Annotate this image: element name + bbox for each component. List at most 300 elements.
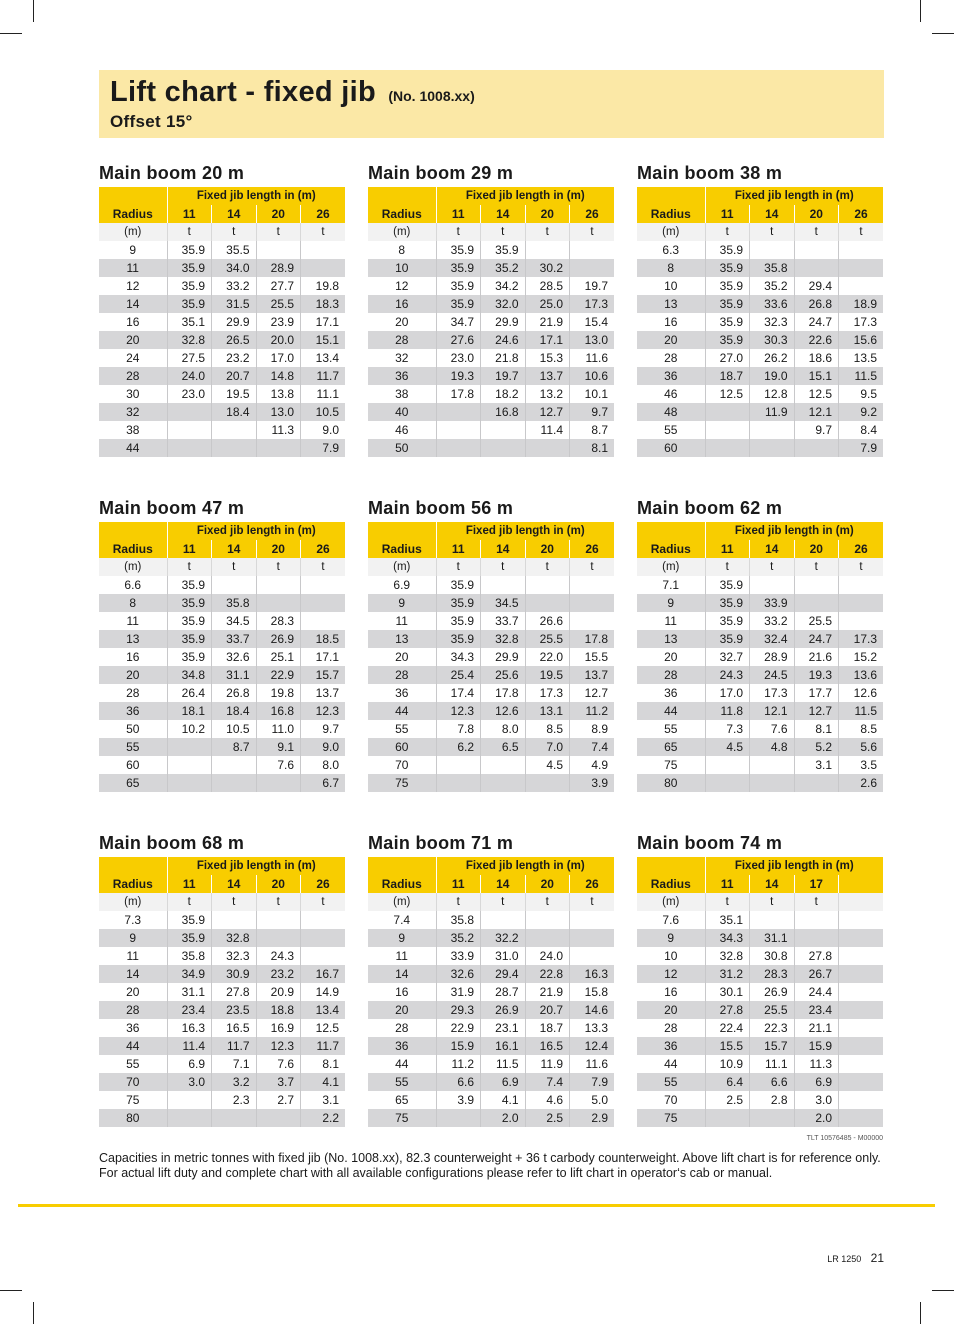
jib-length-column-header: 20: [525, 205, 570, 223]
value-unit: t: [705, 558, 750, 576]
capacity-cell: 15.1: [301, 331, 346, 349]
capacity-cell: 4.8: [750, 738, 795, 756]
capacity-cell: 27.7: [256, 277, 301, 295]
capacity-cell: 17.1: [301, 648, 346, 666]
table-row: [99, 421, 345, 439]
capacity-cell: [301, 929, 346, 947]
capacity-cell: 25.5: [794, 612, 839, 630]
radius-cell: 80: [637, 774, 705, 792]
jib-length-column-header: 11: [167, 875, 212, 893]
table-row: [99, 277, 345, 295]
capacity-cell: 15.7: [750, 1037, 795, 1055]
capacity-cell: [750, 439, 795, 457]
radius-cell: 10: [637, 277, 705, 295]
chart-title: Main boom 56 m: [368, 498, 514, 518]
capacity-cell: 8.0: [301, 756, 346, 774]
capacity-cell: 28.5: [525, 277, 570, 295]
capacity-cell: 16.3: [167, 1019, 212, 1037]
capacity-cell: 35.2: [436, 929, 481, 947]
capacity-cell: [839, 1073, 884, 1091]
capacity-cell: 2.3: [212, 1091, 257, 1109]
table-header-row: [99, 875, 345, 893]
capacity-cell: 31.0: [481, 947, 526, 965]
table-row: [99, 965, 345, 983]
units-row: [368, 558, 614, 576]
capacity-cell: 19.5: [525, 666, 570, 684]
table-row: [637, 648, 883, 666]
table-row: [637, 313, 883, 331]
capacity-cell: [839, 612, 884, 630]
jib-length-column-header: 11: [167, 205, 212, 223]
jib-length-column-header: 14: [212, 875, 257, 893]
radius-cell: 20: [99, 983, 167, 1001]
value-unit: t: [750, 558, 795, 576]
capacity-cell: 21.9: [525, 983, 570, 1001]
capacity-cell: 23.4: [794, 1001, 839, 1019]
jib-length-column-header: 20: [525, 875, 570, 893]
capacity-cell: 3.7: [256, 1073, 301, 1091]
capacity-cell: [750, 756, 795, 774]
units-row: [368, 893, 614, 911]
jib-length-column-header: 11: [436, 540, 481, 558]
radius-cell: 20: [368, 313, 436, 331]
radius-cell: 36: [637, 1037, 705, 1055]
capacity-cell: 3.0: [167, 1073, 212, 1091]
capacity-cell: 16.8: [481, 403, 526, 421]
capacity-cell: 17.0: [705, 684, 750, 702]
capacity-cell: [839, 576, 884, 594]
table-row: [637, 612, 883, 630]
radius-cell: 60: [637, 439, 705, 457]
jib-length-column-header: 26: [570, 540, 615, 558]
capacity-cell: 29.9: [481, 313, 526, 331]
jib-length-header: Fixed jib length in (m): [167, 187, 345, 205]
capacity-cell: [750, 911, 795, 929]
radius-cell: 36: [637, 684, 705, 702]
radius-cell: 50: [368, 439, 436, 457]
radius-cell: 6.6: [99, 576, 167, 594]
jib-length-header: Fixed jib length in (m): [167, 857, 345, 875]
capacity-cell: 17.1: [301, 313, 346, 331]
capacity-cell: 18.5: [301, 630, 346, 648]
radius-cell: 70: [637, 1091, 705, 1109]
lift-chart-block: [637, 163, 883, 457]
radius-cell: 13: [637, 630, 705, 648]
capacity-cell: 8.4: [839, 421, 884, 439]
capacity-cell: [570, 594, 615, 612]
capacity-cell: 9.7: [794, 421, 839, 439]
capacity-cell: 12.6: [481, 702, 526, 720]
radius-cell: 36: [368, 684, 436, 702]
capacity-cell: 28.7: [481, 983, 526, 1001]
table-row: [637, 576, 883, 594]
capacity-cell: 35.9: [436, 259, 481, 277]
capacity-cell: 12.6: [839, 684, 884, 702]
capacity-cell: 12.7: [794, 702, 839, 720]
capacity-cell: [794, 929, 839, 947]
table-row: [99, 648, 345, 666]
radius-cell: 44: [637, 1055, 705, 1073]
capacity-cell: 34.5: [212, 612, 257, 630]
capacity-cell: 11.4: [167, 1037, 212, 1055]
capacity-cell: 10.2: [167, 720, 212, 738]
capacity-cell: [212, 756, 257, 774]
header-spacer: [637, 522, 705, 540]
table-row: [99, 259, 345, 277]
radius-cell: 20: [637, 648, 705, 666]
capacity-cell: [167, 774, 212, 792]
capacity-cell: 6.2: [436, 738, 481, 756]
table-row: [368, 349, 614, 367]
page-footer: [827, 1251, 884, 1265]
capacity-cell: [481, 576, 526, 594]
radius-unit: (m): [368, 223, 436, 241]
radius-unit: (m): [637, 893, 705, 911]
capacity-cell: [570, 947, 615, 965]
table-row: [99, 1001, 345, 1019]
capacity-cell: 11.7: [301, 1037, 346, 1055]
capacity-cell: [570, 929, 615, 947]
value-unit: t: [705, 893, 750, 911]
capacity-cell: 10.1: [570, 385, 615, 403]
radius-cell: 7.4: [368, 911, 436, 929]
capacity-cell: 35.9: [705, 313, 750, 331]
table-row: [99, 1019, 345, 1037]
radius-cell: 28: [637, 1019, 705, 1037]
capacity-cell: 19.8: [256, 684, 301, 702]
capacity-cell: [256, 576, 301, 594]
table-row: [637, 738, 883, 756]
capacity-cell: 26.6: [525, 612, 570, 630]
capacity-cell: [794, 594, 839, 612]
jib-length-column-header: 26: [570, 875, 615, 893]
capacity-cell: 22.9: [256, 666, 301, 684]
table-row: [99, 911, 345, 929]
capacity-cell: [839, 1055, 884, 1073]
jib-length-column-header: 20: [794, 205, 839, 223]
capacity-cell: 20.9: [256, 983, 301, 1001]
capacity-cell: [481, 421, 526, 439]
radius-header: Radius: [99, 205, 167, 223]
capacity-cell: [212, 576, 257, 594]
capacity-cell: 11.9: [750, 403, 795, 421]
capacity-cell: 24.0: [525, 947, 570, 965]
table-row: [99, 1109, 345, 1127]
radius-unit: (m): [637, 558, 705, 576]
table-row: [99, 720, 345, 738]
header-spacer: [99, 522, 167, 540]
capacity-cell: 9.0: [301, 421, 346, 439]
table-row: [368, 720, 614, 738]
capacity-cell: [750, 241, 795, 259]
table-row: [637, 439, 883, 457]
radius-cell: 75: [368, 1109, 436, 1127]
capacity-cell: [167, 756, 212, 774]
capacity-cell: 28.9: [750, 648, 795, 666]
page-subtitle: Offset 15°: [110, 112, 193, 131]
radius-cell: 12: [637, 965, 705, 983]
capacity-cell: 32.7: [705, 648, 750, 666]
capacity-cell: 23.4: [167, 1001, 212, 1019]
capacity-cell: 35.9: [167, 594, 212, 612]
capacity-cell: 17.3: [839, 630, 884, 648]
capacity-cell: 22.3: [750, 1019, 795, 1037]
capacity-cell: 34.7: [436, 313, 481, 331]
table-row: [637, 702, 883, 720]
table-row: [368, 929, 614, 947]
capacity-cell: [794, 911, 839, 929]
capacity-cell: 17.8: [570, 630, 615, 648]
capacity-cell: 15.5: [705, 1037, 750, 1055]
capacity-cell: 12.5: [705, 385, 750, 403]
page-title: [110, 76, 475, 109]
capacity-cell: [301, 241, 346, 259]
capacity-cell: 32.3: [212, 947, 257, 965]
radius-cell: 55: [368, 1073, 436, 1091]
page-title-text: Lift chart - fixed jib: [110, 76, 376, 108]
capacity-cell: [167, 439, 212, 457]
chart-title: Main boom 38 m: [637, 163, 783, 183]
capacity-cell: 12.3: [436, 702, 481, 720]
jib-length-header: Fixed jib length in (m): [436, 857, 614, 875]
capacity-cell: 28.3: [256, 612, 301, 630]
lift-chart-block: [99, 833, 345, 1127]
capacity-cell: 17.7: [794, 684, 839, 702]
value-unit: t: [212, 223, 257, 241]
table-row: [99, 241, 345, 259]
radius-cell: 75: [368, 774, 436, 792]
capacity-cell: 28.3: [750, 965, 795, 983]
jib-length-header: Fixed jib length in (m): [705, 522, 883, 540]
value-unit: t: [750, 223, 795, 241]
capacity-cell: 33.6: [750, 295, 795, 313]
radius-cell: 28: [368, 1019, 436, 1037]
capacity-cell: 2.7: [256, 1091, 301, 1109]
capacity-cell: 13.0: [256, 403, 301, 421]
capacity-cell: 13.7: [570, 666, 615, 684]
value-unit: t: [436, 558, 481, 576]
table-row: [637, 947, 883, 965]
capacity-cell: 35.2: [750, 277, 795, 295]
capacity-cell: [301, 594, 346, 612]
capacity-cell: [705, 439, 750, 457]
table-row: [99, 385, 345, 403]
capacity-cell: [794, 439, 839, 457]
capacity-cell: 22.0: [525, 648, 570, 666]
capacity-cell: 13.2: [525, 385, 570, 403]
capacity-cell: 2.9: [570, 1109, 615, 1127]
jib-length-column-header: 26: [301, 540, 346, 558]
capacity-cell: [570, 911, 615, 929]
capacity-cell: 17.3: [750, 684, 795, 702]
radius-cell: 38: [368, 385, 436, 403]
jib-length-header: Fixed jib length in (m): [436, 187, 614, 205]
value-unit: t: [525, 893, 570, 911]
capacity-cell: 23.5: [212, 1001, 257, 1019]
jib-length-column-header: 11: [436, 205, 481, 223]
crop-mark: [0, 1290, 22, 1291]
table-row: [99, 612, 345, 630]
capacity-cell: [839, 947, 884, 965]
capacity-cell: [256, 774, 301, 792]
capacity-cell: 16.5: [212, 1019, 257, 1037]
jib-length-column-header: 17: [794, 875, 839, 893]
radius-cell: 36: [368, 1037, 436, 1055]
table-row: [99, 349, 345, 367]
capacity-cell: 19.0: [750, 367, 795, 385]
crop-mark: [920, 1302, 921, 1324]
table-row: [99, 1037, 345, 1055]
table-row: [637, 1037, 883, 1055]
capacity-cell: [167, 421, 212, 439]
jib-length-header: Fixed jib length in (m): [436, 522, 614, 540]
radius-cell: 46: [637, 385, 705, 403]
capacity-cell: 32.8: [481, 630, 526, 648]
capacity-cell: 31.9: [436, 983, 481, 1001]
capacity-cell: 20.0: [256, 331, 301, 349]
radius-cell: 9: [637, 594, 705, 612]
value-unit: t: [212, 558, 257, 576]
chart-title: Main boom 68 m: [99, 833, 245, 853]
capacity-cell: 30.2: [525, 259, 570, 277]
table-header-row: [368, 540, 614, 558]
value-unit: t: [167, 893, 212, 911]
chart-title: Main boom 74 m: [637, 833, 783, 853]
table-row: [99, 983, 345, 1001]
capacity-cell: 35.5: [212, 241, 257, 259]
capacity-cell: [839, 929, 884, 947]
capacity-cell: 35.9: [167, 648, 212, 666]
capacity-cell: 35.9: [167, 277, 212, 295]
capacity-cell: [794, 576, 839, 594]
capacity-cell: 11.7: [301, 367, 346, 385]
value-unit: t: [525, 223, 570, 241]
capacity-cell: 30.3: [750, 331, 795, 349]
table-row: [368, 774, 614, 792]
table-row: [637, 331, 883, 349]
capacity-cell: 17.1: [525, 331, 570, 349]
capacity-cell: 35.9: [436, 241, 481, 259]
table-row: [99, 403, 345, 421]
capacity-cell: 24.0: [167, 367, 212, 385]
radius-cell: 20: [637, 1001, 705, 1019]
capacity-cell: 7.1: [212, 1055, 257, 1073]
capacity-cell: 35.9: [705, 594, 750, 612]
capacity-cell: 13.8: [256, 385, 301, 403]
capacity-cell: 35.8: [212, 594, 257, 612]
radius-cell: 75: [99, 1091, 167, 1109]
table-row: [368, 385, 614, 403]
table-header-row: [637, 522, 883, 540]
capacity-cell: 15.7: [301, 666, 346, 684]
capacity-cell: [481, 439, 526, 457]
radius-cell: 20: [99, 666, 167, 684]
capacity-cell: 23.0: [167, 385, 212, 403]
capacity-cell: 17.0: [256, 349, 301, 367]
lift-chart-table: [637, 857, 883, 1127]
capacity-cell: 35.9: [705, 277, 750, 295]
table-row: [99, 666, 345, 684]
capacity-cell: [794, 259, 839, 277]
table-row: [99, 630, 345, 648]
capacity-cell: 26.9: [750, 983, 795, 1001]
capacity-cell: 8.7: [570, 421, 615, 439]
table-row: [99, 684, 345, 702]
capacity-cell: 35.1: [705, 911, 750, 929]
table-row: [637, 1055, 883, 1073]
capacity-cell: 34.5: [481, 594, 526, 612]
radius-cell: 8: [99, 594, 167, 612]
table-row: [368, 331, 614, 349]
table-row: [99, 1091, 345, 1109]
capacity-cell: [839, 1001, 884, 1019]
capacity-cell: 27.6: [436, 331, 481, 349]
radius-cell: 55: [99, 738, 167, 756]
value-unit: t: [481, 893, 526, 911]
capacity-cell: 3.5: [839, 756, 884, 774]
radius-cell: 65: [637, 738, 705, 756]
table-header-row: [368, 875, 614, 893]
capacity-cell: 26.7: [794, 965, 839, 983]
radius-cell: 14: [368, 965, 436, 983]
capacity-cell: 27.0: [705, 349, 750, 367]
jib-length-column-header: 20: [256, 875, 301, 893]
radius-cell: 14: [99, 295, 167, 313]
capacity-cell: 3.1: [794, 756, 839, 774]
capacity-cell: [750, 576, 795, 594]
capacity-cell: 12.5: [794, 385, 839, 403]
table-row: [99, 738, 345, 756]
jib-length-column-header: 26: [839, 205, 884, 223]
capacity-cell: 13.7: [301, 684, 346, 702]
table-header-row: [99, 857, 345, 875]
radius-cell: 20: [99, 331, 167, 349]
units-row: [99, 558, 345, 576]
header-spacer: [368, 187, 436, 205]
capacity-cell: 12.7: [525, 403, 570, 421]
radius-cell: 24: [99, 349, 167, 367]
capacity-cell: 7.8: [436, 720, 481, 738]
crop-mark: [932, 1290, 954, 1291]
capacity-cell: 35.9: [167, 259, 212, 277]
jib-length-column-header: 14: [212, 540, 257, 558]
radius-cell: 16: [368, 295, 436, 313]
value-unit: t: [570, 893, 615, 911]
capacity-cell: 29.9: [212, 313, 257, 331]
capacity-cell: 34.3: [436, 648, 481, 666]
capacity-cell: 32.8: [167, 331, 212, 349]
capacity-cell: 33.7: [481, 612, 526, 630]
value-unit: t: [256, 893, 301, 911]
capacity-cell: 2.5: [525, 1109, 570, 1127]
value-unit: t: [839, 558, 884, 576]
capacity-cell: [570, 259, 615, 277]
capacity-cell: [525, 594, 570, 612]
capacity-cell: [525, 929, 570, 947]
table-row: [368, 965, 614, 983]
table-row: [368, 702, 614, 720]
table-row: [99, 947, 345, 965]
radius-cell: 16: [99, 313, 167, 331]
capacity-cell: 13.4: [301, 1001, 346, 1019]
capacity-cell: 17.8: [436, 385, 481, 403]
capacity-cell: 32.6: [212, 648, 257, 666]
capacity-cell: 18.9: [839, 295, 884, 313]
radius-cell: 13: [637, 295, 705, 313]
lift-chart-block: [368, 833, 614, 1127]
capacity-cell: 21.6: [794, 648, 839, 666]
units-row: [637, 893, 883, 911]
